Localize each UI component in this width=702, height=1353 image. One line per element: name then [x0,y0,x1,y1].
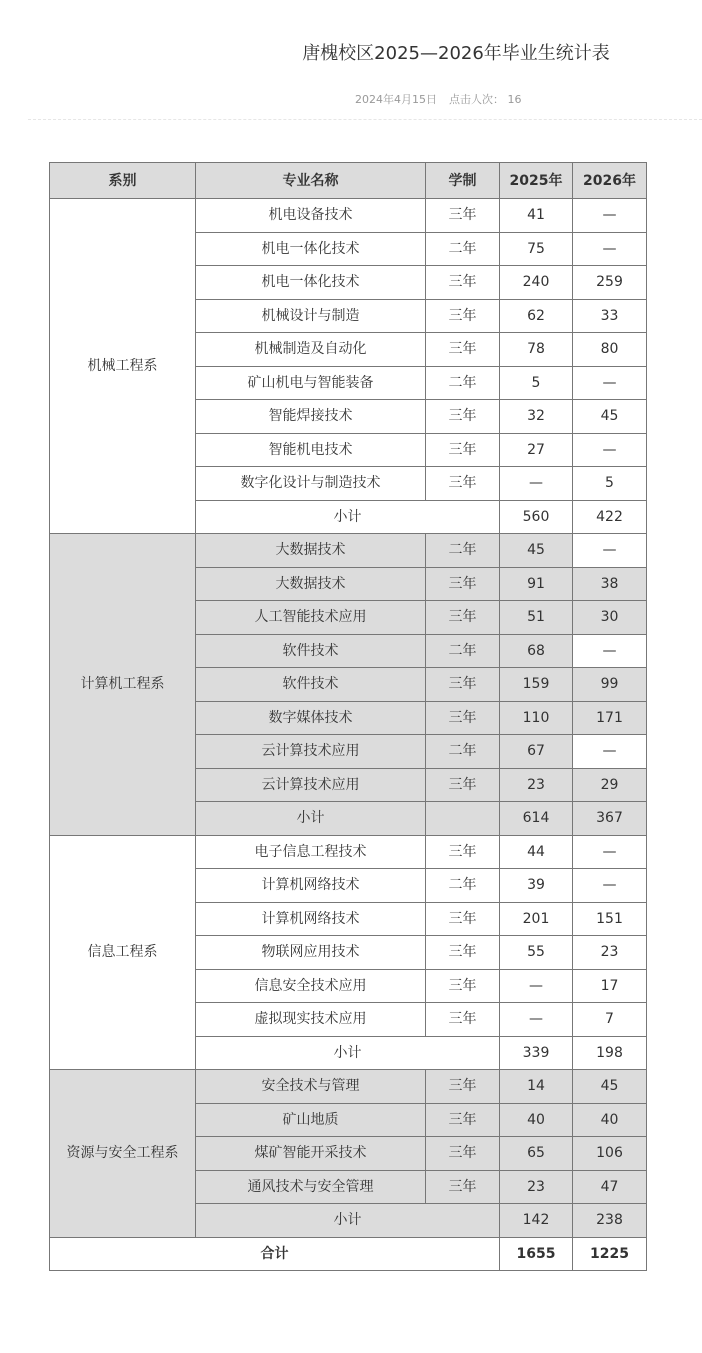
count-2026-cell: — [573,199,647,233]
duration-cell: 三年 [426,1137,500,1171]
duration-cell: 三年 [426,567,500,601]
count-2025-cell: 159 [500,668,573,702]
count-2025-cell: 14 [500,1070,573,1104]
graduate-stats-table [49,162,647,1271]
duration-cell: 三年 [426,1003,500,1037]
duration-cell: 三年 [426,333,500,367]
total-label: 合计 [50,1237,500,1271]
department-cell: 机械工程系 [50,199,196,534]
total-2025: 1655 [500,1237,573,1271]
count-2025-cell: 44 [500,835,573,869]
major-cell: 物联网应用技术 [196,936,426,970]
major-cell: 大数据技术 [196,567,426,601]
major-cell: 数字媒体技术 [196,701,426,735]
major-cell: 机电设备技术 [196,199,426,233]
column-header: 系别 [50,163,196,199]
duration-cell: 三年 [426,266,500,300]
subtotal-2026: 238 [573,1204,647,1238]
count-2026-cell: 7 [573,1003,647,1037]
count-2026-cell: 33 [573,299,647,333]
subtotal-2026: 422 [573,500,647,534]
subtotal-2025: 339 [500,1036,573,1070]
column-header: 2026年 [573,163,647,199]
count-2026-cell: 99 [573,668,647,702]
count-2026-cell: 23 [573,936,647,970]
major-cell: 矿山机电与智能装备 [196,366,426,400]
count-2026-cell: — [573,835,647,869]
count-2026-cell: 171 [573,701,647,735]
count-2026-cell: — [573,534,647,568]
major-cell: 智能焊接技术 [196,400,426,434]
column-header: 学制 [426,163,500,199]
column-header: 2025年 [500,163,573,199]
duration-cell: 三年 [426,701,500,735]
empty-cell [426,802,500,836]
count-2026-cell: 40 [573,1103,647,1137]
duration-cell: 三年 [426,969,500,1003]
major-cell: 软件技术 [196,634,426,668]
duration-cell: 三年 [426,1070,500,1104]
major-cell: 机电一体化技术 [196,232,426,266]
major-cell: 计算机网络技术 [196,869,426,903]
duration-cell: 三年 [426,467,500,501]
department-cell: 计算机工程系 [50,534,196,836]
count-2025-cell: 110 [500,701,573,735]
major-cell: 安全技术与管理 [196,1070,426,1104]
major-cell: 云计算技术应用 [196,768,426,802]
count-2025-cell: 32 [500,400,573,434]
major-cell: 大数据技术 [196,534,426,568]
count-2026-cell: — [573,433,647,467]
count-2026-cell: 47 [573,1170,647,1204]
table-row [50,199,647,233]
duration-cell: 三年 [426,601,500,635]
count-2026-cell: 17 [573,969,647,1003]
count-2026-cell: — [573,232,647,266]
header-divider [28,119,702,120]
subtotal-label: 小计 [196,802,426,836]
count-2026-cell: 106 [573,1137,647,1171]
count-2026-cell: 80 [573,333,647,367]
count-2026-cell: — [573,735,647,769]
major-cell: 虚拟现实技术应用 [196,1003,426,1037]
duration-cell: 二年 [426,634,500,668]
count-2025-cell: 201 [500,902,573,936]
count-2026-cell: 5 [573,467,647,501]
count-2025-cell: 5 [500,366,573,400]
subtotal-2025: 560 [500,500,573,534]
total-row [50,1237,647,1271]
subtotal-label: 小计 [196,1036,500,1070]
subtotal-2026: 367 [573,802,647,836]
subtotal-2025: 614 [500,802,573,836]
count-2025-cell: 23 [500,1170,573,1204]
major-cell: 软件技术 [196,668,426,702]
publish-date: 2024年4月15日 [355,93,437,106]
major-cell: 电子信息工程技术 [196,835,426,869]
duration-cell: 三年 [426,433,500,467]
count-2025-cell: 23 [500,768,573,802]
article-meta [355,92,522,108]
major-cell: 计算机网络技术 [196,902,426,936]
duration-cell: 三年 [426,902,500,936]
major-cell: 煤矿智能开采技术 [196,1137,426,1171]
count-2025-cell: 68 [500,634,573,668]
count-2026-cell: 29 [573,768,647,802]
table-row [50,835,647,869]
duration-cell: 三年 [426,936,500,970]
views-count: 16 [507,93,522,106]
department-cell: 信息工程系 [50,835,196,1070]
major-cell: 信息安全技术应用 [196,969,426,1003]
department-cell: 资源与安全工程系 [50,1070,196,1238]
count-2025-cell: 55 [500,936,573,970]
major-cell: 矿山地质 [196,1103,426,1137]
count-2025-cell: 62 [500,299,573,333]
count-2025-cell: 40 [500,1103,573,1137]
duration-cell: 三年 [426,1170,500,1204]
count-2025-cell: 67 [500,735,573,769]
count-2025-cell: 39 [500,869,573,903]
duration-cell: 二年 [426,534,500,568]
duration-cell: 三年 [426,299,500,333]
views-label: 点击人次： [449,93,504,106]
duration-cell: 二年 [426,366,500,400]
major-cell: 机械设计与制造 [196,299,426,333]
count-2026-cell: 45 [573,400,647,434]
major-cell: 数字化设计与制造技术 [196,467,426,501]
major-cell: 智能机电技术 [196,433,426,467]
count-2025-cell: 45 [500,534,573,568]
count-2026-cell: 45 [573,1070,647,1104]
count-2025-cell: 240 [500,266,573,300]
subtotal-label: 小计 [196,500,500,534]
subtotal-2025: 142 [500,1204,573,1238]
duration-cell: 三年 [426,768,500,802]
count-2026-cell: 259 [573,266,647,300]
count-2025-cell: 51 [500,601,573,635]
count-2025-cell: 91 [500,567,573,601]
duration-cell: 二年 [426,869,500,903]
count-2026-cell: 151 [573,902,647,936]
count-2025-cell: 27 [500,433,573,467]
duration-cell: 三年 [426,199,500,233]
duration-cell: 三年 [426,835,500,869]
duration-cell: 二年 [426,232,500,266]
duration-cell: 三年 [426,400,500,434]
count-2026-cell: — [573,634,647,668]
table-row [50,1070,647,1104]
major-cell: 人工智能技术应用 [196,601,426,635]
column-header: 专业名称 [196,163,426,199]
count-2026-cell: 38 [573,567,647,601]
major-cell: 通风技术与安全管理 [196,1170,426,1204]
major-cell: 云计算技术应用 [196,735,426,769]
count-2025-cell: — [500,467,573,501]
count-2025-cell: — [500,969,573,1003]
duration-cell: 三年 [426,1103,500,1137]
count-2025-cell: 65 [500,1137,573,1171]
table-header-row [50,163,647,199]
subtotal-2026: 198 [573,1036,647,1070]
count-2026-cell: 30 [573,601,647,635]
major-cell: 机电一体化技术 [196,266,426,300]
total-2026: 1225 [573,1237,647,1271]
page-title: 唐槐校区2025—2026年毕业生统计表 [302,43,610,64]
duration-cell: 二年 [426,735,500,769]
duration-cell: 三年 [426,668,500,702]
count-2025-cell: — [500,1003,573,1037]
major-cell: 机械制造及自动化 [196,333,426,367]
count-2026-cell: — [573,366,647,400]
count-2025-cell: 41 [500,199,573,233]
subtotal-label: 小计 [196,1204,500,1238]
table-row [50,534,647,568]
count-2025-cell: 78 [500,333,573,367]
count-2025-cell: 75 [500,232,573,266]
count-2026-cell: — [573,869,647,903]
